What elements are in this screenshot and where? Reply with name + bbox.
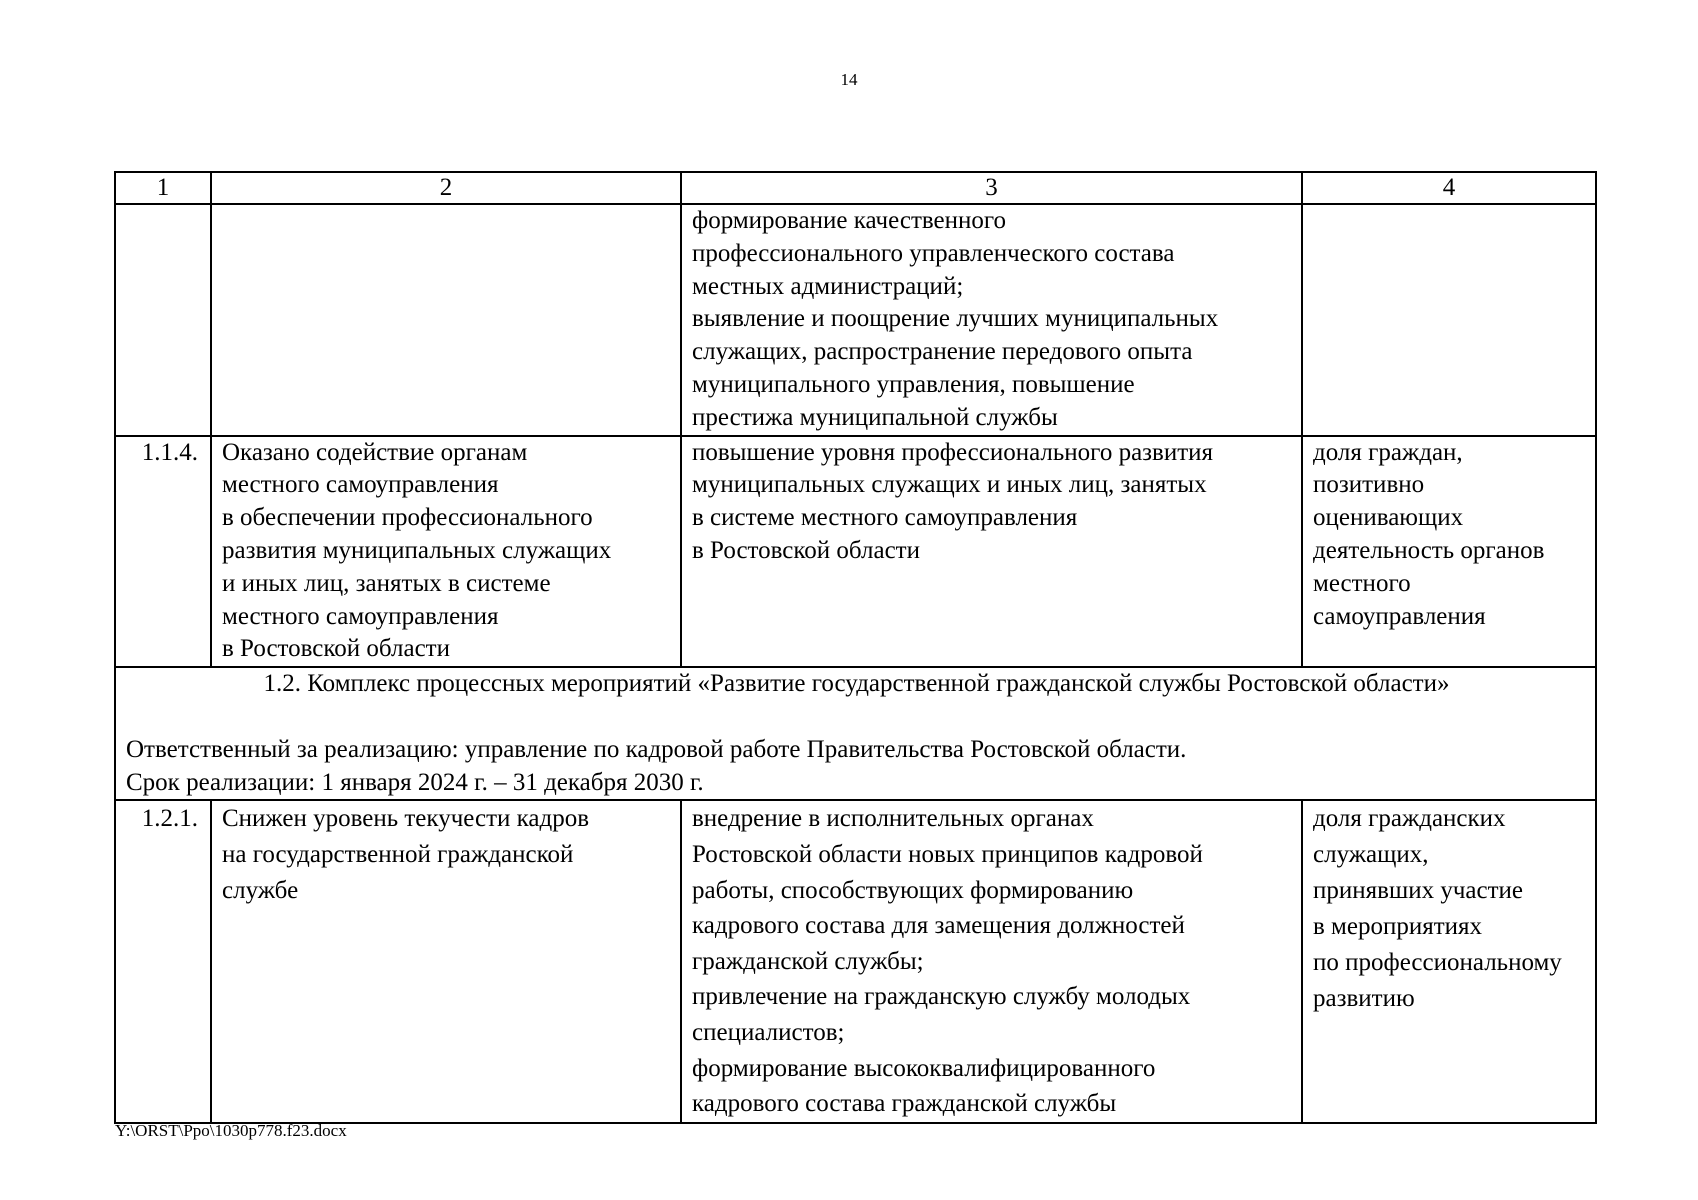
cell-line: формирование высококвалифицированного [692,1054,1156,1082]
table-cell-tasks [681,800,1302,1122]
table-row-1-1-4 [115,436,1596,668]
row-number: 1.1.4. [115,436,211,668]
cell-line: Оказано содействие органам [222,438,528,466]
cell-line: муниципальных служащих и иных лиц, занятых [692,471,1207,499]
cell-line: в обеспечении профессионального [222,504,593,532]
table-row-continuation [115,204,1596,436]
cell-line: гражданской службы; [692,947,924,975]
cell-line: кадрового состава гражданской службы [692,1090,1117,1118]
cell-line: Снижен уровень текучести кадров [222,805,590,833]
cell-line: оценивающих [1313,504,1464,532]
cell-line: позитивно [1313,471,1425,499]
column-header: 1 [115,172,211,204]
cell-line: службе [222,877,299,905]
section-responsible: Ответственный за реализацию: управление по кадровой работе Правительства Ростовской области. [126,735,1187,763]
table-cell-result [211,800,681,1122]
table-cell [1302,204,1596,436]
cell-line: местного самоуправления [222,602,499,630]
cell-line: в Ростовской области [222,635,450,663]
cell-line: работы, способствующих формированию [692,876,1134,904]
cell-line: местных администраций; [692,272,964,300]
table-row-1-2-1 [115,800,1596,1122]
cell-line: на государственной гражданской [222,841,574,869]
cell-line: доля граждан, [1313,438,1463,466]
cell-line: выявление и поощрение лучших муниципальных [692,305,1219,333]
cell-line: служащих, распространение передового опыта [692,338,1193,366]
cell-line: доля гражданских [1313,805,1506,833]
cell-line: самоуправления [1313,602,1486,630]
table-header-row [115,172,1596,204]
cell-line: специалистов; [692,1018,845,1046]
cell-line: деятельность органов [1313,536,1545,564]
table-cell-indicator [1302,800,1596,1122]
cell-line: престижа муниципальной службы [692,403,1058,431]
cell-line: профессионального управленческого состава [692,239,1175,267]
cell-line: внедрение в исполнительных органах [692,805,1094,833]
cell-line: развитию [1313,985,1415,1013]
column-header: 4 [1302,172,1596,204]
cell-line: муниципального управления, повышение [692,370,1135,398]
table-cell-indicator [1302,436,1596,668]
file-path-footer: Y:\ORST\Ppo\1030p778.f23.docx [115,1121,347,1140]
section-term: Срок реализации: 1 января 2024 г. – 31 декабря 2030 г. [126,768,704,796]
cell-line: развития муниципальных служащих [222,536,612,564]
cell-line: кадрового состава для замещения должностей [692,912,1185,940]
row-number: 1.2.1. [115,800,211,1122]
cell-line: в мероприятиях [1313,913,1483,941]
cell-line: формирование качественного [692,207,1007,234]
table-cell-result [211,436,681,668]
column-header: 3 [681,172,1302,204]
section-cell [115,667,1596,800]
cell-line: местного самоуправления [222,471,499,499]
cell-line: в Ростовской области [692,536,920,564]
table-cell-tasks [681,204,1302,436]
cell-line: по профессиональному [1313,949,1562,977]
section-title: 1.2. Комплекс процессных мероприятий «Развитие государственной гражданской службы Ростовской области» [263,670,1450,698]
cell-line: в системе местного самоуправления [692,504,1078,532]
table-cell [115,204,211,436]
cell-line: и иных лиц, занятых в системе [222,569,551,597]
cell-line: привлечение на гражданскую службу молодых [692,983,1191,1011]
table-cell [211,204,681,436]
cell-line: Ростовской области новых принципов кадровой [692,840,1203,868]
page-number: 14 [840,70,858,89]
table-cell-tasks [681,436,1302,668]
section-spacer [126,701,1587,734]
cell-line: местного [1313,569,1411,597]
cell-line: служащих, [1313,841,1429,869]
indicators-table [114,171,1597,1124]
cell-line: принявших участие [1313,877,1523,905]
column-header: 2 [211,172,681,204]
cell-line: повышение уровня профессионального развития [692,438,1214,466]
table-section-row [115,667,1596,800]
